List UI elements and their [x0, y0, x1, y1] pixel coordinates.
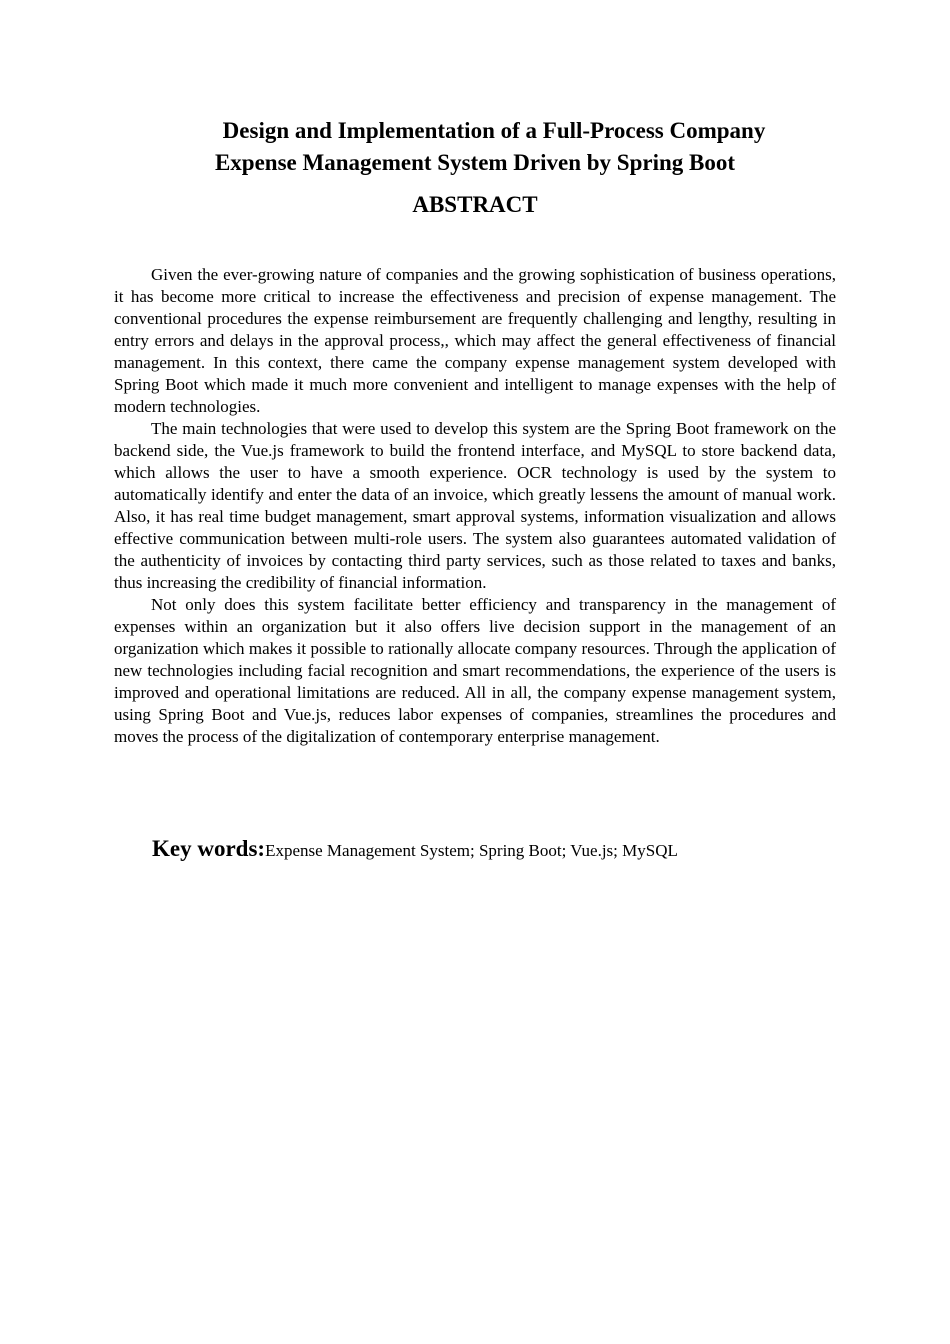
paper-title-line-1: Design and Implementation of a Full-Process Company	[222, 118, 766, 143]
keywords-value: Expense Management System; Spring Boot; Vue.js; MySQL	[265, 841, 678, 860]
paper-title-line-2: Expense Management System Driven by Spring Boot	[214, 150, 736, 175]
abstract-paragraph-1: Given the ever-growing nature of companies and the growing sophistication of business operations, it has become more critical to increase the effectiveness and precision of expense management. The conventional procedures the expense reimbursement are frequently challenging and lengthy, resulting in entry errors and delays in the approval process,, which may affect the general effectiveness of financial management. In this context, there came the company expense management system developed with Spring Boot which made it much more convenient and intelligent to manage expenses with the help of modern technologies.	[114, 265, 836, 416]
abstract-paragraph-3: Not only does this system facilitate better efficiency and transparency in the management of expenses within an organization but it also offers live decision support in the management of an organization which makes it possible to rationally allocate company resources. Through the application of new technologies including facial recognition and smart recommendations, the experience of the users is improved and operational limitations are reduced. All in all, the company expense management system, using Spring Boot and Vue.js, reduces labor expenses of companies, streamlines the procedures and moves the process of the digitalization of contemporary enterprise management.	[114, 595, 836, 746]
abstract-paragraph-2: The main technologies that were used to develop this system are the Spring Boot framework on the backend side, the Vue.js framework to build the frontend interface, and MySQL to store backend data, which allows the user to have a smooth experience. OCR technology is used by the system to automatically identify and enter the data of an invoice, which greatly lessens the amount of manual work. Also, it has real time budget management, smart approval systems, information visualization and allows effective communication between multi-role users. The system also guarantees automated validation of the authenticity of invoices by contacting third party services, such as those related to taxes and banks, thus increasing the credibility of financial information.	[114, 419, 836, 592]
abstract-body	[114, 264, 836, 748]
keywords-line	[152, 836, 852, 862]
keywords-label: Key words:	[152, 836, 266, 861]
abstract-heading: ABSTRACT	[412, 192, 538, 217]
